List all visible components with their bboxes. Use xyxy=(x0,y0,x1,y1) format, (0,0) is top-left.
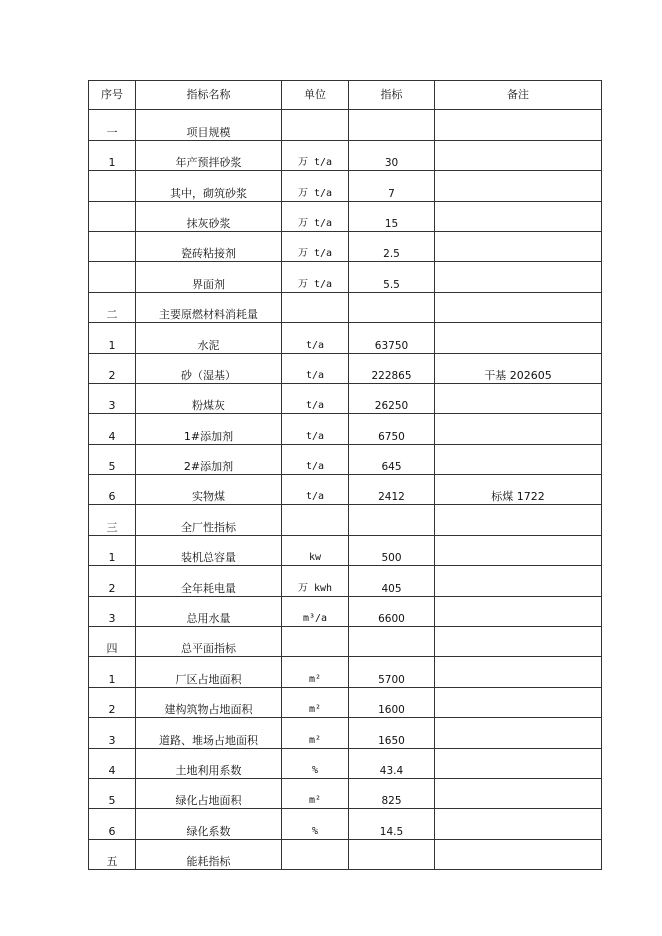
cell-value: 43.4 xyxy=(349,748,435,778)
cell-note xyxy=(435,171,602,201)
cell-name: 总用水量 xyxy=(136,596,282,626)
cell-unit xyxy=(282,110,349,140)
cell-no: 三 xyxy=(89,505,136,535)
table-row xyxy=(89,748,602,778)
cell-unit: m² xyxy=(282,718,349,748)
cell-no: 3 xyxy=(89,596,136,626)
cell-note xyxy=(435,414,602,444)
cell-name: 1#添加剂 xyxy=(136,414,282,444)
cell-value xyxy=(349,110,435,140)
cell-value xyxy=(349,839,435,869)
cell-no: 5 xyxy=(89,778,136,808)
cell-no: 1 xyxy=(89,657,136,687)
cell-note xyxy=(435,778,602,808)
cell-value: 30 xyxy=(349,140,435,170)
cell-value: 5.5 xyxy=(349,262,435,292)
cell-no: 2 xyxy=(89,566,136,596)
cell-unit: t/a xyxy=(282,353,349,383)
table-row xyxy=(89,627,602,657)
cell-unit: 万 t/a xyxy=(282,171,349,201)
table-row xyxy=(89,140,602,170)
cell-name: 绿化占地面积 xyxy=(136,778,282,808)
cell-value: 500 xyxy=(349,535,435,565)
cell-note xyxy=(435,566,602,596)
header-note: 备注 xyxy=(435,81,602,110)
cell-value: 2.5 xyxy=(349,231,435,261)
cell-value: 15 xyxy=(349,201,435,231)
cell-unit: kw xyxy=(282,535,349,565)
cell-name: 抹灰砂浆 xyxy=(136,201,282,231)
cell-value: 6600 xyxy=(349,596,435,626)
cell-no: 6 xyxy=(89,809,136,839)
cell-no: 5 xyxy=(89,444,136,474)
cell-unit: m² xyxy=(282,657,349,687)
cell-value: 14.5 xyxy=(349,809,435,839)
cell-unit: 万 kwh xyxy=(282,566,349,596)
cell-note xyxy=(435,140,602,170)
cell-unit xyxy=(282,839,349,869)
table-row xyxy=(89,292,602,322)
cell-name: 建构筑物占地面积 xyxy=(136,687,282,717)
cell-name: 瓷砖粘接剂 xyxy=(136,231,282,261)
cell-name: 全年耗电量 xyxy=(136,566,282,596)
cell-value: 5700 xyxy=(349,657,435,687)
cell-unit: t/a xyxy=(282,383,349,413)
cell-name: 年产预拌砂浆 xyxy=(136,140,282,170)
cell-unit: m² xyxy=(282,687,349,717)
cell-name: 绿化系数 xyxy=(136,809,282,839)
cell-note xyxy=(435,505,602,535)
cell-unit: % xyxy=(282,809,349,839)
table-row xyxy=(89,201,602,231)
cell-value: 645 xyxy=(349,444,435,474)
cell-no: 1 xyxy=(89,535,136,565)
cell-name: 界面剂 xyxy=(136,262,282,292)
table-row xyxy=(89,110,602,140)
cell-no: 1 xyxy=(89,140,136,170)
cell-name: 2#添加剂 xyxy=(136,444,282,474)
header-no: 序号 xyxy=(89,81,136,110)
cell-no: 2 xyxy=(89,687,136,717)
cell-value xyxy=(349,292,435,322)
cell-name: 土地利用系数 xyxy=(136,748,282,778)
cell-name: 其中，砌筑砂浆 xyxy=(136,171,282,201)
cell-unit: 万 t/a xyxy=(282,231,349,261)
table-row xyxy=(89,778,602,808)
cell-no: 2 xyxy=(89,353,136,383)
cell-no: 二 xyxy=(89,292,136,322)
cell-name: 砂（湿基） xyxy=(136,353,282,383)
cell-no xyxy=(89,262,136,292)
cell-no: 四 xyxy=(89,627,136,657)
cell-note xyxy=(435,657,602,687)
cell-unit xyxy=(282,627,349,657)
table-row xyxy=(89,596,602,626)
cell-note xyxy=(435,201,602,231)
table-header-row xyxy=(89,81,602,110)
cell-note xyxy=(435,687,602,717)
cell-unit: t/a xyxy=(282,475,349,505)
cell-value: 1600 xyxy=(349,687,435,717)
cell-no: 一 xyxy=(89,110,136,140)
cell-unit: 万 t/a xyxy=(282,262,349,292)
table-body xyxy=(89,81,602,870)
header-value: 指标 xyxy=(349,81,435,110)
cell-value: 1650 xyxy=(349,718,435,748)
table-row xyxy=(89,535,602,565)
cell-name: 主要原燃材料消耗量 xyxy=(136,292,282,322)
cell-no xyxy=(89,171,136,201)
table-row xyxy=(89,414,602,444)
cell-value xyxy=(349,505,435,535)
cell-name: 道路、堆场占地面积 xyxy=(136,718,282,748)
cell-note xyxy=(435,444,602,474)
cell-value: 825 xyxy=(349,778,435,808)
table-row xyxy=(89,262,602,292)
cell-unit xyxy=(282,292,349,322)
cell-note xyxy=(435,262,602,292)
cell-unit: 万 t/a xyxy=(282,201,349,231)
cell-note xyxy=(435,323,602,353)
cell-no: 6 xyxy=(89,475,136,505)
cell-note xyxy=(435,110,602,140)
cell-note xyxy=(435,748,602,778)
table-row xyxy=(89,444,602,474)
cell-value: 405 xyxy=(349,566,435,596)
table-row xyxy=(89,718,602,748)
cell-unit xyxy=(282,505,349,535)
cell-name: 厂区占地面积 xyxy=(136,657,282,687)
cell-value: 2412 xyxy=(349,475,435,505)
cell-name: 水泥 xyxy=(136,323,282,353)
cell-note xyxy=(435,535,602,565)
cell-no: 3 xyxy=(89,383,136,413)
cell-name: 项目规模 xyxy=(136,110,282,140)
indicator-table xyxy=(88,80,602,870)
cell-name: 实物煤 xyxy=(136,475,282,505)
cell-unit: % xyxy=(282,748,349,778)
cell-note: 干基 202605 xyxy=(435,353,602,383)
cell-note xyxy=(435,231,602,261)
cell-note xyxy=(435,839,602,869)
table-row xyxy=(89,353,602,383)
cell-no: 4 xyxy=(89,414,136,444)
cell-note xyxy=(435,718,602,748)
cell-no: 1 xyxy=(89,323,136,353)
header-name: 指标名称 xyxy=(136,81,282,110)
cell-note: 标煤 1722 xyxy=(435,475,602,505)
cell-unit: t/a xyxy=(282,414,349,444)
table-row xyxy=(89,323,602,353)
table-row xyxy=(89,171,602,201)
cell-value: 222865 xyxy=(349,353,435,383)
cell-no: 4 xyxy=(89,748,136,778)
cell-value: 26250 xyxy=(349,383,435,413)
header-unit: 单位 xyxy=(282,81,349,110)
cell-unit: m³/a xyxy=(282,596,349,626)
table-row xyxy=(89,475,602,505)
cell-unit: 万 t/a xyxy=(282,140,349,170)
table-row xyxy=(89,231,602,261)
table-row xyxy=(89,809,602,839)
cell-name: 粉煤灰 xyxy=(136,383,282,413)
table-row xyxy=(89,839,602,869)
cell-no xyxy=(89,201,136,231)
cell-note xyxy=(435,383,602,413)
cell-value: 7 xyxy=(349,171,435,201)
cell-note xyxy=(435,627,602,657)
cell-note xyxy=(435,809,602,839)
cell-name: 全厂性指标 xyxy=(136,505,282,535)
cell-name: 总平面指标 xyxy=(136,627,282,657)
cell-value: 6750 xyxy=(349,414,435,444)
cell-unit: m² xyxy=(282,778,349,808)
cell-name: 能耗指标 xyxy=(136,839,282,869)
cell-note xyxy=(435,292,602,322)
cell-unit: t/a xyxy=(282,323,349,353)
cell-unit: t/a xyxy=(282,444,349,474)
table-row xyxy=(89,505,602,535)
table-row xyxy=(89,383,602,413)
cell-note xyxy=(435,596,602,626)
table-row xyxy=(89,566,602,596)
cell-no xyxy=(89,231,136,261)
cell-no: 五 xyxy=(89,839,136,869)
table-row xyxy=(89,687,602,717)
table-row xyxy=(89,657,602,687)
cell-name: 装机总容量 xyxy=(136,535,282,565)
cell-no: 3 xyxy=(89,718,136,748)
cell-value: 63750 xyxy=(349,323,435,353)
cell-value xyxy=(349,627,435,657)
